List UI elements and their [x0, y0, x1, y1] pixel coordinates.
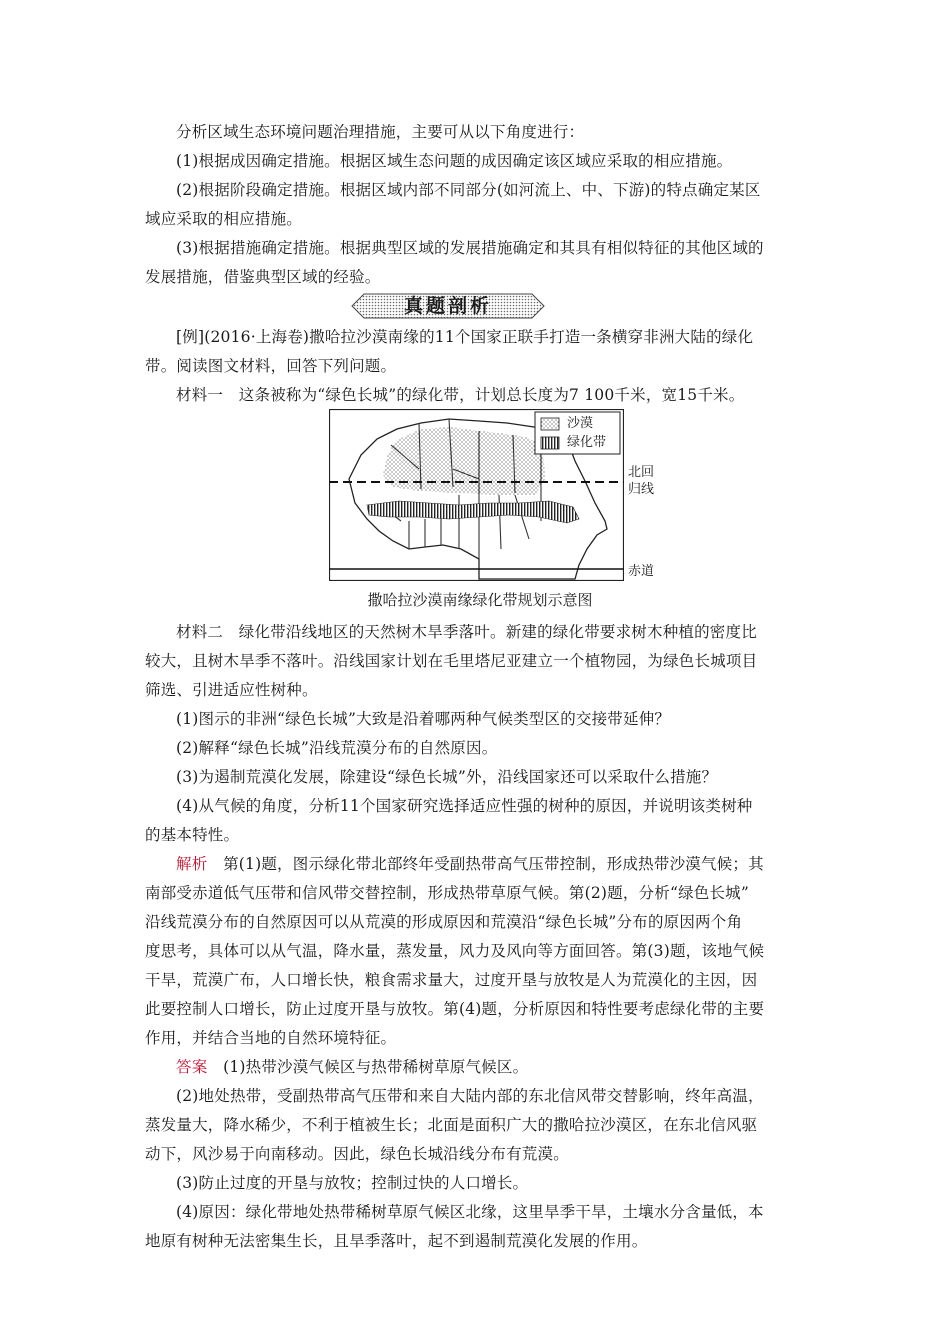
question-2: (2)解释“绿色长城”沿线荒漠分布的自然原因。 — [176, 739, 498, 757]
question-1: (1)图示的非洲“绿色长城”大致是沿着哪两种气候类型区的交接带延伸？ — [176, 710, 671, 728]
analysis-label: 解析 — [176, 855, 208, 873]
intro-item-2-line-1: (2)根据阶段确定措施。根据区域内部不同部分(如河流上、中、下游)的特点确定某区 — [176, 181, 761, 199]
material-1: 材料一 这条被称为“绿色长城”的绿化带，计划总长度为7 100千米，宽15千米。 — [176, 386, 745, 404]
legend-green-swatch — [541, 437, 559, 449]
intro-item-2-line-2: 域应采取的相应措施。 — [145, 210, 303, 228]
answer-2-line-1: (2)地处热带，受副热带高气压带和来自大陆内部的东北信风带交替影响，终年高温， — [176, 1087, 764, 1105]
intro-lead: 分析区域生态环境问题治理措施，主要可从以下角度进行： — [176, 123, 585, 141]
map-caption: 撒哈拉沙漠南缘绿化带规划示意图 — [367, 591, 593, 609]
analysis-line-2: 南部受赤道低气压带和信风带交替控制，形成热带草原气候。第(2)题，分析“绿色长城” — [145, 884, 750, 902]
tropic-label-line-2: 归线 — [628, 482, 655, 497]
answer-2-line-3: 动下，风沙易于向南移动。因此，绿色长城沿线分布有荒漠。 — [145, 1145, 569, 1163]
answer-line-1 — [176, 1053, 807, 1082]
answer-label: 答案 — [176, 1058, 208, 1076]
analysis-line-7: 作用，并结合当地的自然环境特征。 — [145, 1029, 397, 1047]
intro-item-3-line-1: (3)根据措施确定措施。根据典型区域的发展措施确定和其具有相似特征的其他区域的 — [176, 239, 764, 257]
material-2-line-1: 材料二 绿化带沿线地区的天然树木旱季落叶。新建的绿化带要求树木种植的密度比 — [176, 623, 757, 641]
desert-area — [383, 427, 545, 495]
section-title: 真题剖析 — [403, 295, 492, 317]
legend-desert-swatch — [541, 418, 559, 430]
answer-4-line-1: (4)原因：绿化带地处热带稀树草原气候区北缘，这里旱季干旱，土壤水分含量低，本 — [176, 1203, 764, 1221]
intro-item-3-line-2: 发展措施，借鉴典型区域的经验。 — [145, 268, 381, 286]
section-banner — [350, 292, 546, 320]
example-line-2: 带。阅读图文材料，回答下列问题。 — [145, 357, 397, 375]
analysis-line-4: 度思考，具体可以从气温，降水量，蒸发量，风力及风向等方面回答。第(3)题，该地气候 — [145, 942, 765, 960]
analysis-line-6: 此要控制人口增长，防止过度开垦与放牧。第(4)题，分析原因和特性要考虑绿化带的主要 — [145, 1000, 765, 1018]
question-4-line-2: 的基本特性。 — [145, 826, 240, 844]
question-4-line-1: (4)从气候的角度，分析11个国家研究选择适应性强的树种的原因，并说明该类树种 — [176, 797, 753, 815]
answer-4-line-2: 地原有树种无法密集生长，且旱季落叶，起不到遏制荒漠化发展的作用。 — [145, 1232, 648, 1250]
answer-text-1: (1)热带沙漠气候区与热带稀树草原气候区。 — [207, 1058, 529, 1076]
legend-desert-label: 沙漠 — [567, 416, 594, 431]
equator-label: 赤道 — [628, 564, 655, 579]
tropic-label-line-1: 北回 — [628, 465, 655, 480]
legend-green-label: 绿化带 — [567, 435, 607, 450]
africa-greenbelt-map — [329, 409, 624, 581]
intro-item-1: (1)根据成因确定措施。根据区域生态问题的成因确定该区域应采取的相应措施。 — [176, 152, 733, 170]
analysis-text-1: 第(1)题，图示绿化带北部终年受副热带高气压带控制，形成热带沙漠气候；其 — [207, 855, 764, 873]
answer-3: (3)防止过度的开垦与放牧；控制过快的人口增长。 — [176, 1174, 529, 1192]
analysis-line-3: 沿线荒漠分布的自然原因可以从荒漠的形成原因和荒漠沿“绿色长城”分布的原因两个角 — [145, 913, 743, 931]
analysis-line-1 — [176, 850, 807, 879]
analysis-line-5: 干旱，荒漠广布，人口增长快，粮食需求量大，过度开垦与放牧是人为荒漠化的主因，因 — [145, 971, 758, 989]
example-line-1: [例](2016·上海卷)撒哈拉沙漠南缘的11个国家正联手打造一条横穿非洲大陆的绿化 — [176, 328, 754, 346]
answer-2-line-2: 蒸发量大，降水稀少，不利于植被生长；北面是面积广大的撒哈拉沙漠区，在东北信风驱 — [145, 1116, 758, 1134]
material-2-line-2: 较大，且树木旱季不落叶。沿线国家计划在毛里塔尼亚建立一个植物园，为绿色长城项目 — [145, 652, 758, 670]
question-3: (3)为遏制荒漠化发展，除建设“绿色长城”外，沿线国家还可以采取什么措施？ — [176, 768, 718, 786]
material-2-line-3: 筛选、引进适应性树种。 — [145, 681, 318, 699]
